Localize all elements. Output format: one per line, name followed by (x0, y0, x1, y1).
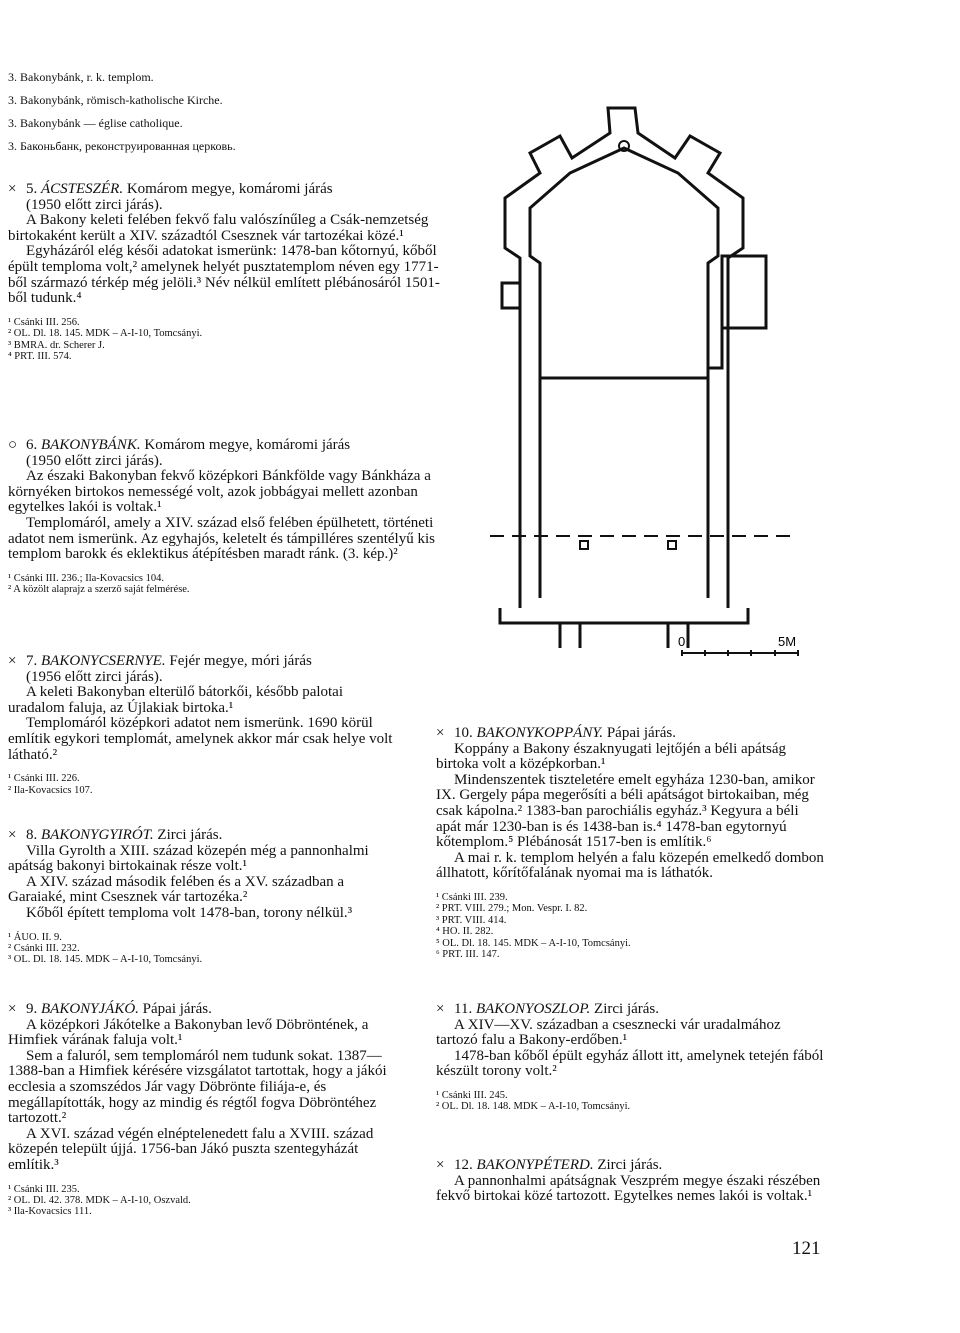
footnotes (436, 1090, 826, 1113)
paragraph: A Bakony keleti felében fekvő falu valószínűleg a Csák-nemzetség birtokaként került a XIV. századtól Csesznek vár tartozékai közé.¹ (8, 212, 429, 244)
paragraph: Az északi Bakonyban fekvő középkori Bánkfölde vagy Bánkháza a környéken birtokos nemességé volt, azok jobbágyai mellett azonban egytelkes lakói is voltak.¹ (8, 468, 431, 516)
scale-max-label: 5M (778, 634, 797, 649)
entry-6 (8, 438, 450, 596)
entry-head: Pápai járás. (606, 725, 676, 741)
footnotes (8, 573, 450, 596)
entry-head: Zirci járás. (157, 827, 223, 843)
entry-title: BAKONYJÁKÓ. (41, 1001, 139, 1017)
footnote: ³ PRT. VIII. 414. (436, 914, 507, 926)
caption-de: 3. Bakonybánk, römisch-katholische Kirche. (8, 93, 223, 107)
footnotes (8, 317, 450, 363)
entry-marker: × (8, 653, 17, 669)
church-floor-plan (460, 78, 820, 678)
footnote: ⁴ PRT. III. 574. (8, 350, 72, 362)
entry-title: BAKONYGYIRÓT. (41, 827, 154, 843)
entry-marker: × (436, 725, 445, 741)
entry-8 (8, 828, 396, 966)
entry-number: 12. (454, 1157, 473, 1173)
footnotes (8, 1184, 396, 1218)
footnote: ¹ Csánki III. 245. (436, 1089, 508, 1101)
footnote: ² Csánki III. 232. (8, 942, 80, 954)
paragraph: A pannonhalmi apátságnak Veszprém megye északi részében fekvő birtokai közé tartozott. Egytelkes nemes lakói is voltak.¹ (436, 1172, 821, 1205)
paragraph: A XIV—XV. században a csesznecki vár uradalmához tartozó falu a Bakony-erdőben.¹ (436, 1016, 781, 1049)
entry-marker: × (8, 1001, 17, 1017)
entry-head: Komárom megye, komáromi járás (126, 181, 333, 197)
footnote: ² PRT. VIII. 279.; Mon. Vespr. I. 82. (436, 903, 588, 915)
footnote: ¹ Csánki III. 256. (8, 316, 80, 328)
caption-fr: 3. Bakonybánk — église catholique. (8, 116, 183, 130)
entry-head: Fejér megye, móri járás (169, 653, 312, 669)
paragraph: Templomáról középkori adatot nem ismerünk. 1690 körül említik egykori templomát, amelynek akkor már csak helye volt látható.² (8, 715, 393, 763)
footnote: ³ OL. Dl. 18. 145. MDK – A-I-10, Tomcsányi. (8, 954, 203, 966)
entry-marker: × (436, 1001, 445, 1017)
paragraph: A középkori Jákótelke a Bakonyban levő Döbröntének, a Himfiek várának faluja volt.¹ (8, 1016, 369, 1049)
footnotes (8, 773, 396, 796)
entry-title: ÁCSTESZÉR. (41, 181, 124, 197)
entry-9 (8, 1002, 396, 1218)
footnote: ² OL. Dl. 42. 378. MDK – A-I-10, Oszvald. (8, 1194, 191, 1206)
paragraph: (1956 előtt zirci járás). (26, 668, 163, 685)
paragraph: Sem a faluról, sem templomáról nem tudunk sokat. 1387—1388-ban a Himfiek kérésére vizsgálatot tartottak, hogy a jákói ecclesia a szomszédos Jár vagy Döbrönte filiája-e, és megállapították, hogy az mindig és régtől fogva Döbröntéhez tartozott.² (8, 1047, 387, 1127)
paragraph: Egyházáról elég késői adatokat ismerünk: 1478-ban kőtornyú, kőből épült temploma volt,² amelynek helyét pusztatemplom néven egy 1771-ből származó térkép még jelöli.³ Név nélkül említett plébánosáról 1501-ből tudunk.⁴ (8, 243, 440, 307)
footnote: ⁶ PRT. III. 147. (436, 948, 500, 960)
entry-11 (436, 1002, 826, 1113)
entry-12 (436, 1158, 826, 1205)
entry-title: BAKONYCSERNYE. (41, 653, 166, 669)
entry-number: 7. (26, 653, 38, 669)
footnote: ¹ ÁUO. II. 9. (8, 931, 62, 943)
entry-title: BAKONYKOPPÁNY. (476, 725, 604, 741)
entry-title: BAKONYBÁNK. (41, 437, 141, 453)
paragraph: A mai r. k. templom helyén a falu közepén emelkedő dombon állhatott, kőrítőfalának nyomai ma is láthatók. (436, 849, 824, 882)
footnote: ¹ Csánki III. 226. (8, 773, 80, 785)
entry-head: Zirci járás. (597, 1157, 663, 1173)
footnote: ³ Ila-Kovacsics 111. (8, 1206, 92, 1218)
paragraph: Templomáról, amely a XIV. század első felében épülhetett, történeti adatot nem ismerünk. Az egyhajós, keletelt és támpilléres szentélyű kis templom barokk és eklektikus átépítésben maradt ránk. (3. kép.)² (8, 514, 435, 563)
entry-title: BAKONYOSZLOP. (475, 1001, 591, 1017)
paragraph: (1950 előtt zirci járás). (26, 196, 163, 213)
entry-marker: × (8, 181, 17, 197)
caption-ru: 3. Баконьбанк, реконструированная церковь. (8, 139, 236, 153)
paragraph: Mindenszentek tiszteletére emelt egyháza 1230-ban, amikor IX. Gergely pápa megerősíti a béli apátságot birtokaiban, még csak kápolna.² 1383-ban parochiális egyház.³ Kegyura a béli apát már 1230-ban is és 1438-ban is.⁴ 1478-ban egytornyú kőtemplom.⁵ Plébánosát 1517-ben is említik.⁶ (436, 771, 815, 851)
entry-10 (436, 726, 826, 960)
entry-marker: × (8, 827, 17, 843)
footnote: ⁵ OL. Dl. 18. 145. MDK – A-I-10, Tomcsányi. (436, 937, 631, 949)
footnote: ¹ Csánki III. 235. (8, 1183, 80, 1195)
footnote: ² OL. Dl. 18. 148. MDK – A-I-10, Tomcsányi. (436, 1101, 631, 1113)
paragraph: Villa Gyrolth a XIII. század közepén még a pannonhalmi apátság bakonyi birtokainak része volt.¹ (8, 842, 369, 875)
paragraph: (1950 előtt zirci járás). (26, 452, 163, 469)
entry-number: 8. (26, 827, 38, 843)
footnote: ⁴ HO. II. 282. (436, 926, 494, 938)
footnotes (436, 892, 826, 960)
paragraph: A XIV. század második felében és a XV. században a Garaiaké, mint Csesznek vár tartozéka.² (8, 873, 345, 906)
page-number: 121 (792, 1238, 821, 1259)
paragraph: Kőből épített temploma volt 1478-ban, torony nélkül.³ (26, 904, 353, 921)
footnote: ¹ Csánki III. 236.; Ila-Kovacsics 104. (8, 572, 164, 584)
footnote: ¹ Csánki III. 239. (436, 891, 508, 903)
entry-head: Pápai járás. (142, 1001, 212, 1017)
entry-7 (8, 654, 396, 796)
entry-head: Komárom megye, komáromi járás (144, 437, 351, 453)
paragraph: A keleti Bakonyban elterülő bátorkői, később palotai uradalom faluja, az Újlakiak birtoka.¹ (8, 684, 344, 716)
entry-marker: ○ (8, 437, 18, 453)
entry-number: 10. (454, 725, 473, 741)
entry-title: BAKONYPÉTERD. (476, 1157, 594, 1173)
entry-number: 9. (26, 1001, 38, 1017)
paragraph: A XVI. század végén elnéptelenedett falu a XVIII. század közepén települt újjá. 1756-ban Jákó puszta szentegyházát említik.³ (8, 1125, 374, 1173)
entry-number: 5. (26, 181, 38, 197)
entry-head: Zirci járás. (594, 1001, 660, 1017)
paragraph: 1478-ban kőből épült egyház állott itt, amelynek tetején fából készült torony volt.² (436, 1047, 824, 1080)
entry-marker: × (436, 1157, 445, 1173)
caption-hu: 3. Bakonybánk, r. k. templom. (8, 70, 154, 84)
footnote: ² Ila-Kovacsics 107. (8, 784, 93, 796)
entry-number: 6. (26, 437, 38, 453)
footnotes (8, 932, 396, 966)
paragraph: Koppány a Bakony északnyugati lejtőjén a béli apátság birtoka volt a középkorban.¹ (436, 740, 786, 773)
footnote: ² OL. Dl. 18. 145. MDK – A-I-10, Tomcsányi. (8, 328, 203, 340)
entry-5 (8, 182, 450, 362)
entry-number: 11. (454, 1001, 473, 1017)
footnote: ² A közölt alaprajz a szerző saját felmérése. (8, 584, 190, 596)
scale-zero-label: 0 (678, 634, 686, 649)
footnote: ³ BMRA. dr. Scherer J. (8, 339, 105, 351)
